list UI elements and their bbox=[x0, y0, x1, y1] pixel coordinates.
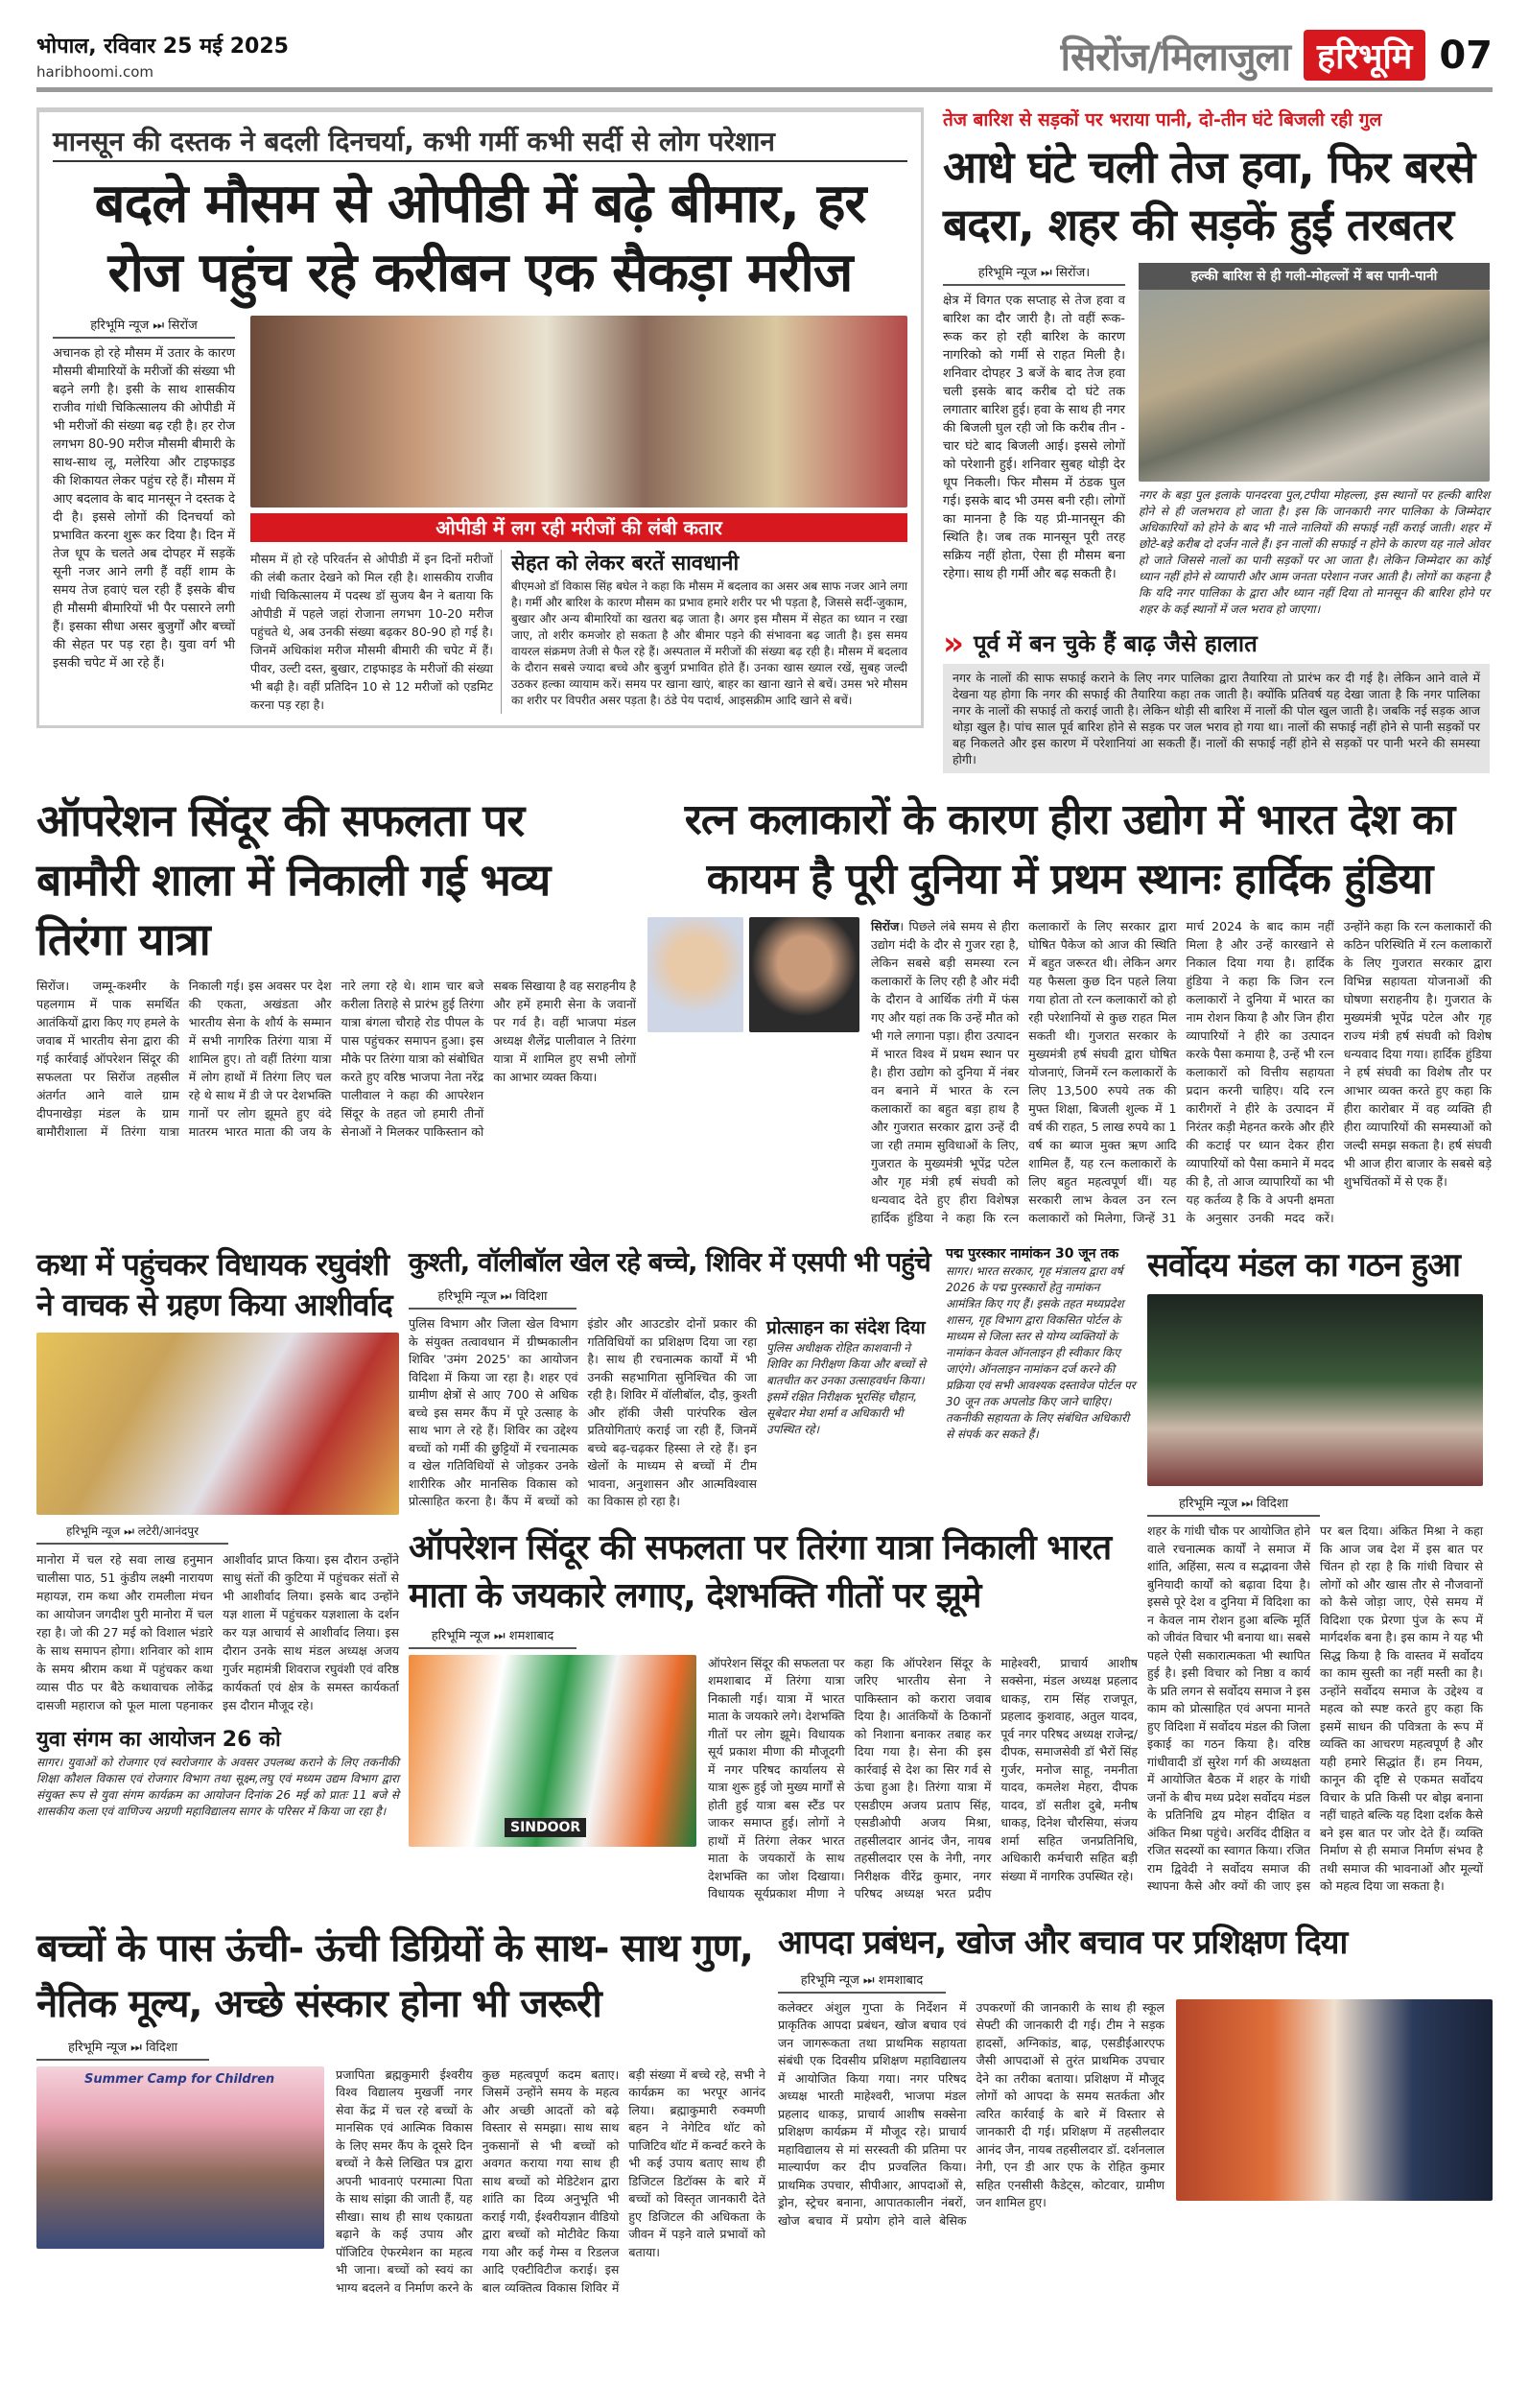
chevron-icon: » bbox=[943, 625, 964, 663]
story6 bbox=[409, 1244, 934, 1511]
summer-camp-banner-text: Summer Camp for Children bbox=[84, 2071, 275, 2087]
story6-headline: कुश्ती, वॉलीबॉल खेल रहे बच्चे, शिविर में एसपी भी पहुंचे bbox=[409, 1246, 930, 1278]
row-4 bbox=[36, 1921, 1493, 2298]
story2-right-column bbox=[1139, 263, 1490, 618]
masthead-date: भोपाल, रविवार 25 मई 2025 bbox=[36, 34, 289, 59]
story9-body: प्रजापिता ब्रह्मकुमारी ईश्वरीय विश्व विद्यालय मुखर्जी नगर सेवा केंद्र में चल रहे बच्चों के मानसिक एवं आत्मिक विकास के लिए समर कैंप के दूसरे दिन बच्चों ने कैसे लिखित पत्र द्वारा अपनी भावनाएं परमात्मा पिता के साथ सांझा की जाती हैं, यह सीखा। साथ ही साथ एकाग्रता बढ़ाने के कई उपाय और पॉजिटिव ऐफरमेशन का महत्व भी जाना। बच्चों को स्वयं का भाग्य बदलने व निर्माण करने के कुछ महत्वपूर्ण कदम बताए। जिसमें उन्होंने समय के महत्व और अच्छी आदतों को बढ़े विस्तार से समझा। साथ साथ नुकसानों से भी बच्चों को अवगत कराया गया साथ ही साथ बच्चों को मेडिटेशन द्वारा शांति का दिव्य अनुभूति भी कराई गयी, ईश्वरीयज्ञान वीडियो द्वारा बच्चों को मोटीवेट किया गया और कई गेम्स व रिडलज आदि एक्टीविटीज कराई। इस बाल व्यक्तित्व विकास शिविर में बड़ी संख्या में बच्चे रहे, सभी ने कार्यक्रम का भरपूर आनंद लिया। ब्रह्माकुमारी रुक्मणी बहन ने नेगेटिव थॉट को पाजिटिव थॉट में कन्वर्ट करने के भी कई उपाय बताए साथ ही डिजिटल डिटॉक्स के बारे में बच्चों को विस्तृत जानकारी देते हुए डिजिटल की अधिकता के जीवन में पड़ने वाले प्रभावों को बताया। bbox=[336, 2066, 765, 2295]
story7-body: शहर के गांधी चौक पर आयोजित होने वाले रचनात्मक कार्यों ने समाज में शांति, अहिंसा, सत्य व सद्भावना जैसे बुनियादी कार्यों को बढ़ावा दिया है। इससे पूरे देश व दुनिया में विदिशा का न केवल नाम रोशन हुआ बल्कि मूर्ति को जीवंत विचार भी बनाया था। सबसे पहले ऐसी सकारात्मकता भी स्थापित हुई है। इसी विचार को निष्ठा व कार्य के प्रति लगन से सर्वोदय समाज ने इस काम को प्रोत्साहित एवं अपना मानते हुए विदिशा में सर्वोदय मंडल की जिला इकाई का गठन किया है। वरिष्ठ गांधीवादी डॉ सुरेश गर्ग की अध्यक्षता में आयोजित बैठक में शहर के गांधी जनों के बीच मध्य प्रदेश सर्वोदय मंडल के प्रतिनिधि द्वय मोहन दीक्षित व अंकित मिश्रा पहुंचे। अरविंद दीक्षित व रजित सदस्यों का स्वागत किया। रजित राम द्विवेदी ने सर्वोदय समाज की स्थापना कैसे और क्यों की जाए इस पर बल दिया। अंकित मिश्रा ने कहा कि आज जब देश में इस बात पर चिंतन हो रहा है कि गांधी विचार से लोगों को और खास तौर से नौजवानों को कैसे जोड़ा जाए, ऐसे समय में विदिशा एक प्रेरणा पुंज के रूप में मार्गदर्शक बना है। इस काम ने यह भी सिद्ध किया है कि वास्तव में सर्वोदय का काम सुस्ती का नहीं मस्ती का है। उन्होंने सर्वोदय समाज के उद्देश्य व महत्व को स्पष्ट करते हुए कहा कि इसमें साधन की पवित्रता के रूप में व्यक्ति का आचरण महत्वपूर्ण है और यही हमारे सिद्धांत हैं। हम नियम, कानून की दृष्टि से एकमत सर्वोदय विचार के प्रति किसी पर बोझ बनाना नहीं चाहते बल्कि यह दिशा दर्शक कैसे बने इस बात पर जोर देते हैं। व्यक्ति निर्माण से ही समाज निर्माण संभव है तथी समाज की भावनाओं और मूल्यों को महत्व दिया जा सकता है। bbox=[1147, 1523, 1483, 1893]
story2-body-row bbox=[943, 263, 1490, 618]
sarvoday-photo bbox=[1147, 1294, 1483, 1486]
brief1-headline: युवा संगम का आयोजन 26 को bbox=[36, 1728, 281, 1752]
story9 bbox=[36, 1921, 765, 2298]
story2-byline: हरिभूमि न्यूज ⏭ सिरोंज। bbox=[943, 263, 1125, 286]
masthead-website: haribhoomi.com bbox=[36, 62, 153, 81]
masthead-right bbox=[1061, 29, 1493, 82]
story1-body-row bbox=[53, 316, 907, 714]
middle-column bbox=[409, 1244, 1138, 1903]
story6-sidebar bbox=[766, 1315, 934, 1438]
story10-byline: हरिभूमि न्यूज ⏭ शमशाबाद bbox=[778, 1971, 946, 1994]
story9-byline: हरिभूमि न्यूज ⏭ विदिशा bbox=[36, 2038, 209, 2061]
story1-body2: मौसम में हो रहे परिवर्तन से ओपीडी में इन दिनों मरीजों की लंबी कतार देखने को मिल रही है। शासकीय राजीव गांधी चिकित्सालय में पदस्थ डॉ सुजय बैन ने बताया कि ओपीडी में पहले जहां रोजाना लगभग 10-20 मरीज पहुंचते थे, अब उनकी संख्या बढ़कर 80-90 हो गई है। जिनमें अधिकांश मरीज मौसमी बीमारी की चपेट में हैं। पीवर, उल्टी दस्त, बुखार, टाइफाइड के मरीजों की संख्या भी बढ़ी है। वहीं प्रतिदिन 10 से 12 मरीजों को एडमिट करना पड़ रहा है। bbox=[250, 550, 502, 714]
story4-body bbox=[871, 917, 1492, 1227]
story1-headline: बदले मौसम से ओपीडी में बढ़े बीमार, हर रोज पहुंच रहे करीबन एक सैकड़ा मरीज bbox=[94, 173, 866, 304]
story8-byline: हरिभूमि न्यूज ⏭ शमशाबाद bbox=[409, 1626, 576, 1649]
story2-subhead-row bbox=[943, 625, 1490, 663]
masthead bbox=[36, 29, 1493, 82]
story4-photos bbox=[647, 917, 859, 1032]
story2-headline: आधे घंटे चली तेज हवा, फिर बरसे बदरा, शहर की सड़कें हुईं तरबतर bbox=[943, 141, 1475, 250]
disaster-training-photo bbox=[1176, 1999, 1493, 2201]
page-number: 07 bbox=[1439, 33, 1493, 78]
story1-body: अचानक हो रहे मौसम में उतार के कारण मौसमी बीमारियों के मरीजों की संख्या भी बढ़ने लगी है। इसी के साथ शासकीय राजीव गांधी चिकित्सालय की ओपीडी में भी मरीजों की संख्या बढ़ रही है। हर रोज लगभग 80-90 मरीज मौसमी बीमारी के साथ-साथ लू, मलेरिया और टाइफाइड की शिकायत लेकर पहुंच रहे हैं। मौसम में आए बदलाव के बाद मानसून ने दस्तक दे दी है। इससे लोगों की दिनचर्या को प्रभावित करना शुरू कर दिया है। दिन में तेज धूप के चलते अब दोपहर में सड़कें सूनी नजर आने लगी हैं वहीं शाम के समय तेज हवाएं चल रही हैं इसके बीच ही मौसमी बीमारियों भी पैर पसारने लगी हैं। इसका सीधा असर बुजुर्गों और बच्चों की सेहत पर पड़ रहा है। युवा वर्ग भी इसकी चपेट में आ रहे हैं। bbox=[53, 346, 235, 671]
middle-top-row bbox=[409, 1244, 1138, 1511]
row-3 bbox=[36, 1244, 1493, 1903]
story8 bbox=[409, 1524, 1138, 1903]
waterlogging-photo-banner: हल्की बारिश से ही गली-मोहल्लों में बस पानी-पानी bbox=[1139, 263, 1490, 290]
story9-headline: बच्चों के पास ऊंची- ऊंची डिग्रियों के साथ- साथ गुण, नैतिक मूल्य, अच्छे संस्कार होना भी जरूरी bbox=[36, 1925, 753, 2026]
story7-byline: हरिभूमि न्यूज ⏭ विदिशा bbox=[1147, 1494, 1320, 1517]
story1-subhead: सेहत को लेकर बरतें सावधानी bbox=[511, 552, 740, 576]
waterlogging-caption: नगर के बड़ा पुल इलाके पानदरवा पुल,टपीया मोहल्ला, इस स्थानों पर हल्की बारिश होने से ही जलभराव हो जाता है। इस कि जानकारी नगर पालिका के जिम्मेदार अधिकारियों को होने के बाद भी नाले नालियों की सफाई नहीं कराई जाती। शहर में छोटे-बड़े करीब दो दर्जन नाले हैं। इन नालों की सफाई न होने के कारण यह नाले ओवर हो जाते जिससे नालों का पानी सड़कों पर आ जाता है। लेकिन जिम्मेदार का कोई ध्यान नहीं होने से व्यापारी और आम जनता परेशान नजर आती है। लोगों का कहना है कि यदि नगर पालिका के द्वारा और ध्यान नहीं दिया तो मानसून की बारिश होने पर शहर के कई स्थानों में जल भराव हो जाएगा। bbox=[1139, 488, 1490, 616]
story10-headline: आपदा प्रबंधन, खोज और बचाव पर प्रशिक्षण दिया bbox=[778, 1923, 1348, 1962]
story5-body: मानोरा में चल रहे सवा लाख हनुमान चालीसा पाठ, 51 कुंडीय लक्ष्मी नारायण महायज्ञ, राम कथा और रामलीला मंचन का आयोजन जगदीश पुरी मानोरा में चल रहा है। जो की 27 मई को विशाल भंडारे के साथ समापन होगा। शनिवार को शाम के समय श्रीराम कथा में पहुंचकर कथा व्यास पीठ पर बैठे कथावाचक लोकेंद्र दासजी महाराज को फूल माला पहनाकर आशीर्वाद प्राप्त किया। इस दौरान उन्होंने साधु संतों की कुटिया में पहुंचकर संतों से भी आशीर्वाद लिया। इसके बाद उन्होंने यज्ञ शाला में पहुंचकर यज्ञशाला के दर्शन कर यज्ञ आचार्य से आशीर्वाद लिया। इस दौरान उनके साथ मंडल अध्यक्ष अजय गुर्जर महामंत्री शिवराज रघुवंशी एवं वरिष्ठ कार्यकर्ता एवं क्षेत्र के समस्त कार्यकर्ता इस दौरान मौजूद रहे। bbox=[36, 1552, 399, 1712]
story8-body: ऑपरेशन सिंदूर की सफलता पर शमशाबाद में तिरंगा यात्रा निकाली गई। यात्रा में भारत माता के जयकारे लगे। देशभक्ति गीतों पर लोग झूमे। विधायक सूर्य प्रकाश मीणा की मौजूदगी में नगर परिषद कार्यालय से यात्रा शुरू हुई जो मुख्य मार्गों से होती हुई यात्रा बस स्टैंड पर जाकर समाप्त हुई। लोगों ने हाथों में तिरंगा लेकर भारत माता के जयकारों के साथ देशभक्ति का जोश दिखाया। विधायक सूर्यप्रकाश मीणा ने कहा कि ऑपरेशन सिंदूर के जरिए भारतीय सेना ने पाकिस्तान को करारा जवाब दिया है। आतंकियों के ठिकानों को निशाना बनाकर तबाह कर दिया गया है। सेना की इस कार्रवाई से देश का सिर गर्व से ऊंचा हुआ है। तिरंगा यात्रा में एसडीएम अजय प्रताप सिंह, एसडीओपी अजय मिश्रा, तहसीलदार आनंद जैन, नायब तहसीलदार एस के नेगी, नगर निरीक्षक वीरेंद्र कुमार, नगर परिषद अध्यक्ष भरत प्रदीप माहेश्वरी, प्राचार्य आशीष सक्सेना, मंडल अध्यक्ष प्रहलाद धाकड़, राम सिंह राजपूत, प्रहलाद कुशवाह, अतुल यादव, पूर्व नगर परिषद अध्यक्ष राजेन्द्र/दीपक, समाजसेवी डॉ भैरों सिंह गुर्जर, मनोज साहू, नमनीता यादव, कमलेश मेहरा, दीपक यादव, डॉ सतीश दुबे, मनीष धाकड़, दिनेश चौरसिया, संजय शर्मा सहित जनप्रतिनिधि, अधिकारी कर्मचारी सहित बड़ी संख्या में नागरिक उपस्थित रहे। bbox=[708, 1655, 1138, 1900]
masthead-left bbox=[36, 31, 289, 81]
masthead-rule bbox=[36, 87, 1493, 92]
story3-headline: ऑपरेशन सिंदूर की सफलता पर बामौरी शाला में निकाली गई भव्य तिरंगा यात्रा bbox=[36, 794, 551, 965]
story1-lower-right bbox=[511, 550, 907, 709]
opd-queue-photo bbox=[250, 316, 907, 508]
story1 bbox=[36, 107, 924, 728]
story2-subhead: पूर्व में बन चुके हैं बाढ़ जैसे हालात bbox=[973, 630, 1258, 657]
story2-kicker: तेज बारिश से सड़कों पर भराया पानी, दो-तीन घंटे बिजली रही गुल bbox=[943, 109, 1382, 130]
story10 bbox=[778, 1921, 1493, 2231]
story4-body-row bbox=[647, 917, 1492, 1227]
story5-headline: कथा में पहुंचकर विधायक रघुवंशी ने वाचक से ग्रहण किया आशीर्वाद bbox=[36, 1246, 392, 1323]
story6-body: पुलिस विभाग और जिला खेल विभाग के संयुक्त तत्वावधान में ग्रीष्मकालीन शिविर 'उमंग 2025' का आयोजन विदिशा में किया जा रहा है। शहर एवं ग्रामीण क्षेत्रों से आए 700 से अधिक बच्चे इस समर कैंप में पूरे उत्साह के साथ भाग ले रहे हैं। शिविर का उद्देश्य बच्चों को गर्मी की छुट्टियों में रचनात्मक व खेल गतिविधियों से जोड़कर उनके शारीरिक और मानसिक विकास को प्रोत्साहित करना है। कैंप में बच्चों को इंडोर और आउटडोर दोनों प्रकार की गतिविधियों का प्रशिक्षण दिया जा रहा है। साथ ही रचनात्मक कार्यों में भी उनकी सहभागिता सुनिश्चित की जा रही है। शिविर में वॉलीबॉल, दौड़, कुश्ती और हॉकी जैसी पारंपरिक खेल प्रतियोगिताएं कराई जा रही हैं, जिनमें बच्चे बढ़-चढ़कर हिस्सा ले रहे हैं। इन खेलों के माध्यम से बच्चों में टीम भावना, अनुशासन और आत्मविश्वास का विकास हो रहा है। bbox=[409, 1316, 757, 1508]
left-column bbox=[36, 1244, 399, 1820]
story1-kicker: मानसून की दस्तक ने बदली दिनचर्या, कभी गर्मी कभी सर्दी से लोग परेशान bbox=[53, 124, 907, 162]
story1-left-column bbox=[53, 316, 235, 673]
story10-body: कलेक्टर अंशुल गुप्ता के निर्देशन में प्राकृतिक आपदा प्रबंधन, खोज बचाव एवं जन जागरूकता तथा प्राथमिक सहायता संबंधी एक दिवसीय प्रशिक्षण महाविद्यालय में आयोजित किया गया। नगर परिषद अध्यक्ष भारती माहेश्वरी, भाजपा मंडल प्रहलाद धाकड़, प्राचार्य आशीष सक्सेना प्रशिक्षण कार्यक्रम में मौजूद रहे। प्राचार्य महाविद्यालय से मां सरस्वती की प्रतिमा पर माल्यार्पण कर दीप प्रज्वलित किया। प्राथमिक उपचार, सीपीआर, आपदाओं से, ड्रोन, स्ट्रेचर बनाना, आपातकालीन नंबरों, खोज बचाव में प्रयोग होने वाले बेसिक उपकरणों की जानकारी के साथ ही स्कूल सेफ्टी की जानकारी दी गई। टीम ने सड़क हादसों, अग्निकांड, बाढ़, एसडीईआरएफ जैसी आपदाओं से तुरंत प्राथमिक उपचार देने का तरीका बताया। प्रशिक्षण में मौजूद लोगों को आपदा के समय सतर्कता और त्वरित कार्रवाई के बारे में विस्तार से जानकारी दी गई। प्रशिक्षण में तहसीलदार आनंद जैन, नायब तहसीलदार डॉ. दर्शनलाल नेगी, एन डी आर एफ के रोहित कुमार सहित एनसीसी कैडेट्स, कोटवार, ग्रामीण जन शामिल हुए। bbox=[778, 1999, 1164, 2228]
story2-body: क्षेत्र में विगत एक सप्ताह से तेज हवा व बारिश का दौर जारी है। तो वहीं रूक-रूक कर हो रही बारिश के कारण नागरिको को गर्मी से राहत मिली है। शनिवार दोपहर 3 बजें के बाद तेज हवा चली इसके बाद करीब दो घंटे तक लगातार बारिश हुई। हवा के साथ ही नगर की बिजली घुल रही जो कि करीब तीन - चार घंटे बाद बिजली आई। इससे लोगों को परेशानी हुई। शनिवार सुबह थोड़ी देर धूप निकली। फिर मौसम में ठंडक घुल गई। इसके बाद भी उमस बनी रही। लोगों का मानना है कि यह प्री-मानसून की स्थिति है। जब तक मानसून पूरी तरह सक्रिय नहीं होता, ऐसा ही मौसम बना रहेगा। साथ ही गर्मी और बढ़ सकती है। bbox=[943, 294, 1125, 581]
opd-photo-banner: ओपीडी में लग रही मरीजों की लंबी कतार bbox=[250, 513, 907, 542]
story9-body-row bbox=[36, 2066, 765, 2298]
story7 bbox=[1147, 1244, 1483, 1896]
row-2 bbox=[36, 791, 1493, 1227]
story10-body-row bbox=[778, 1999, 1493, 2231]
summer-camp-photo bbox=[36, 2066, 324, 2249]
portrait-photo-1 bbox=[647, 917, 743, 1032]
story1-byline: हरिभूमि न्यूज ⏭ सिरोंज bbox=[53, 316, 235, 339]
section-title: सिरोंज/मिलाजुला bbox=[1060, 35, 1290, 80]
story1-lower-row bbox=[250, 550, 907, 714]
story2 bbox=[943, 107, 1490, 773]
row-1 bbox=[36, 107, 1493, 773]
portrait-photo-2 bbox=[749, 917, 859, 1032]
story3 bbox=[36, 791, 636, 1141]
waterlogging-photo bbox=[1139, 290, 1490, 482]
story8-headline: ऑपरेशन सिंदूर की सफलता पर तिरंगा यात्रा निकाली भारत माता के जयकारे लगाए, देशभक्ति गीतों पर झूमे bbox=[409, 1527, 1112, 1616]
story2-left-column bbox=[943, 263, 1125, 583]
story6-body-row bbox=[409, 1315, 934, 1511]
story3-body: सिरोंज। जम्मू-कश्मीर के पहलगाम में पाक समर्थित आतंकियों द्वारा किए गए हमले के जवाब में भारतीय सेना द्वारा की गई कार्रवाई ऑपरेशन सिंदूर की सफलता पर सिरोंज तहसील अंतर्गत आने वाले ग्राम दीपनाखेड़ा मंडल के ग्राम बामौरीशाला में तिरंगा यात्रा निकाली गई। इस अवसर पर देश की एकता, अखंडता और भारतीय सेना के शौर्य के सम्मान में सभी नागरिक तिरंगा यात्रा में शामिल हुए। तो वहीं तिरंगा यात्रा में लोग हाथों में तिरंगा लिए चल रहे थे साथ में डी जे पर देशभक्ति गानों पर लोग झूमते हुए वंदे मातरम भारत माता की जय के नारे लगा रहे थे। शाम चार बजे करीला तिराहे से प्रारंभ हुई तिरंगा यात्रा बंगला चौराहे रोड पीपल के पास पहुंचकर समापन हुआ। इस मौके पर तिरंगा यात्रा को संबोधित करते हुए वरिष्ठ भाजपा नेता नरेंद्र पालीवाल ने कहा की आपरेशन सिंदूर के तहत जो हमारी तीनों सेनाओं ने मिलकर पाकिस्तान को सबक सिखाया है वह सराहनीय है और हमें हमारी सेना के जवानों पर गर्व है। वहीं भाजपा मंडल अध्यक्ष शैलेंद्र पालीवाल ने तिरंगा यात्रा में शामिल हुए सभी लोगों का आभार व्यक्त किया। bbox=[36, 979, 636, 1139]
katha-photo bbox=[36, 1333, 399, 1515]
tiranga-yatra-photo bbox=[409, 1655, 696, 1847]
story6-byline: हरिभूमि न्यूज ⏭ विदिशा bbox=[409, 1287, 576, 1310]
story5-byline: हरिभूमि न्यूज ⏭ लटेरी/आनंदपुर bbox=[36, 1523, 228, 1545]
story8-body-row bbox=[409, 1655, 1138, 1903]
brief2 bbox=[946, 1244, 1138, 1443]
sindoor-banner-text: SINDOOR bbox=[505, 1818, 586, 1837]
story4-dateline: सिरोंज bbox=[871, 919, 900, 933]
story1-body3: बीएमओ डॉ विकास सिंह बघेल ने कहा कि मौसम में बदलाव का असर अब साफ नजर आने लगा है। गर्मी और बारिश के कारण मौसम का प्रभाव हमारे शरीर पर भी पड़ता है, जिससे सर्दी-जुकाम, बुखार और अन्य बीमारियों का खतरा बढ़ जाता है। अगर इस मौसम में सेहत का ध्यान न रखा जाए, तो शरीर कमजोर हो सकता है और बीमार पड़ने की संभावना बढ़ जाती है। इस समय वायरल संक्रमण तेजी से फैल रहे हैं। अस्पताल में मरीजों की संख्या बढ़ रही है। मौसम में बदलाव के दौरान सबसे ज्यादा बच्चे और बुजुर्ग प्रभावित होते हैं। उनका खास ख्याल रखें, सुबह जल्दी उठकर हल्का व्यायाम करें। समय पर खाना खाएं, बाहर का खाना खाने से बचें। उमस भरे मौसम का शरीर पर विपरीत असर पड़ता है। ठंडे पेय पदार्थ, आइसक्रीम आदि खाने से बचें। bbox=[511, 579, 907, 707]
story7-headline: सर्वोदय मंडल का गठन हुआ bbox=[1147, 1246, 1460, 1285]
story2-box-body: नगर के नालों की साफ सफाई कराने के लिए नगर पालिका द्वारा तैयारिया तो प्रारंभ कर दी गई है। लेकिन आने वाले में देखना यह होगा कि नगर की सफाई की तैयारिया कहा तक जाती है। क्योंकि प्रतिवर्ष यह देखा जाता है कि नगर पालिका नगर के नालों की सफाई तो कराई जाती है। लेकिन थोड़ी सी बारिश में नालों की पोल खुल जाती है। जबकि नई सड़क आज थोड़ा खुल है। पांच साल पूर्व बारिश होने से सड़क पर जल भराव हो गया था। नालों की सफाई नहीं होने से पानी सड़कों पर बह निकलते और इस कारण में परेशानियां आ सकती हैं। नालों की सफाई नहीं होने से सड़कों पर पानी भरने की समस्या होगी। bbox=[943, 664, 1490, 773]
story4-body-text: । पिछले लंबे समय से हीरा उद्योग मंदी के दौर से गुजर रहा है, लेकिन सबसे बड़ी समस्या रत्न कलाकारों के लिए रही है और मंदी के दौरान वे आर्थिक तंगी में फंस गए और यहां तक कि उन्हें मौत को भी गले लगाना पड़ा। हीरा उत्पादन में भारत विश्व में प्रथम स्थान पर है। हीरा उद्योग को दुनिया में नंबर वन बनाने में भारत के रत्न कलाकारों का बहुत बड़ा हाथ है और गुजरात सरकार द्वारा उन्हें दी जा रही तमाम सुविधाओं के लिए, गुजरात के मुख्यमंत्री भूपेंद्र पटेल और गृह मंत्री हर्ष संघवी को धन्यवाद देते हुए हीरा विशेषज्ञ हार्दिक हुंडिया ने कहा कि रत्न कलाकारों के लिए सरकार द्वारा घोषित पैकेज को आज की स्थिति में बहुत जरूरत थी। लेकिन अगर यह फैसला कुछ दिन पहले लिया गया होता तो रत्न कलाकारों को हो रही परेशानियों से कुछ राहत मिल सकती थी। गुजरात सरकार के मुख्यमंत्री हर्ष संघवी द्वारा घोषित योजनाएं, जिनमें रत्न कलाकारों के लिए 13,500 रुपये तक की मुफ्त शिक्षा, बिजली शुल्क में 1 वर्ष की राहत, 5 लाख रुपये का 1 वर्ष का ब्याज मुक्त ऋण आदि शामिल हैं, यह रत्न कलाकारों के लिए बहुत महत्वपूर्ण थीं। यह सरकारी लाभ केवल उन रत्न कलाकारों को मिलेगा, जिन्हें 31 मार्च 2024 के बाद काम नहीं मिला है और उन्हें कारखाने से निकाल दिया गया है। हार्दिक हुंडिया ने कहा कि जिन रत्न कलाकारों ने दुनिया में भारत का नाम रोशन किया है और जिन हीरा व्यापारियों ने हीरे का उत्पादन करके पैसा कमाया है, उन्हें भी रत्न कलाकारों को वित्तीय सहायता प्रदान करनी चाहिए। यदि रत्न कारीगरों ने हीरे के उत्पादन में निरंतर कड़ी मेहनत करके और हीरे की कटाई पर ध्यान देकर हीरा व्यापारियों को पैसा कमाने में मदद की है, तो आज व्यापारियों का भी यह कर्तव्य है कि वे अपनी क्षमता के अनुसार उनकी मदद करें। उन्होंने कहा कि रत्न कलाकारों की कठिन परिस्थिति में रत्न कलाकारों के लिए गुजरात सरकार द्वारा विभिन्न सहायता योजनाओं की घोषणा सराहनीय है। गुजरात के मुख्यमंत्री भूपेंद्र पटेल और गृह राज्य मंत्री हर्ष संघवी को विशेष धन्यवाद दिया गया। हार्दिक हुंडिया ने हर्ष संघवी का विशेष तौर पर आभार व्यक्त करते हुए कहा कि हीरा कारोबार में वह व्यक्ति ही हीरा व्यापारियों की समस्याओं को जल्दी समझ सकता है। हर्ष संघवी भी आज हीरा बाजार के सबसे बड़े शुभचिंतकों में से एक हैं। bbox=[871, 919, 1492, 1225]
brief2-body: सागर। भारत सरकार, गृह मंत्रालय द्वारा वर्ष 2026 के पद्म पुरस्कारों हेतु नामांकन आमंत्रित किए गए हैं। इसके तहत मध्यप्रदेश शासन, गृह विभाग द्वारा विकसित पोर्टल के माध्यम से जिला स्तर से योग्य व्यक्तियों के नामांकन केवल ऑनलाइन ही स्वीकार किए जाएंगे। ऑनलाइन नामांकन दर्ज करने की प्रक्रिया एवं सभी आवश्यक दस्तावेज पोर्टल पर 30 जून तक अपलोड किए जाने चाहिए। तकनीकी सहायता के लिए संबंधित अधिकारी से संपर्क कर सकते हैं। bbox=[946, 1264, 1136, 1441]
story6-body2: पुलिस अधीक्षक रोहित काशवानी ने शिविर का निरीक्षण किया और बच्चों से बातचीत कर उनका उत्साहवर्धन किया। इसमें रक्षित निरीक्षक भूरसिंह चौहान, सूबेदार मेघा शर्मा व अधिकारी भी उपस्थित रहे। bbox=[766, 1341, 927, 1436]
story6-subhead: प्रोत्साहन का संदेश दिया bbox=[766, 1317, 926, 1338]
brief1-body: सागर। युवाओं को रोजगार एवं स्वरोजगार के अवसर उपलब्ध कराने के लिए तकनीकी शिक्षा कौशल विकास एवं रोजगार विभाग तथा सूक्ष्म,लघु एवं मध्यम उद्यम विभाग द्वारा संयुक्त रूप से युवा संगम कार्यक्रम का आयोजन दिनांक 26 मई को प्रातः 11 बजे से शासकीय कला एवं वाणिज्य अग्रणी महाविद्यालय सागर के परिसर में किया जा रहा है। bbox=[36, 1756, 399, 1818]
haribhoomi-logo: हरिभूमि bbox=[1304, 30, 1425, 81]
brief2-headline: पद्म पुरस्कार नामांकन 30 जून तक bbox=[946, 1246, 1119, 1262]
story4-headline: रत्न कलाकारों के कारण हीरा उद्योग में भारत देश का कायम है पूरी दुनिया में प्रथम स्थानः हार्दिक हुंडिया bbox=[684, 795, 1455, 904]
story4 bbox=[647, 791, 1492, 1227]
story1-right-column bbox=[250, 316, 907, 714]
